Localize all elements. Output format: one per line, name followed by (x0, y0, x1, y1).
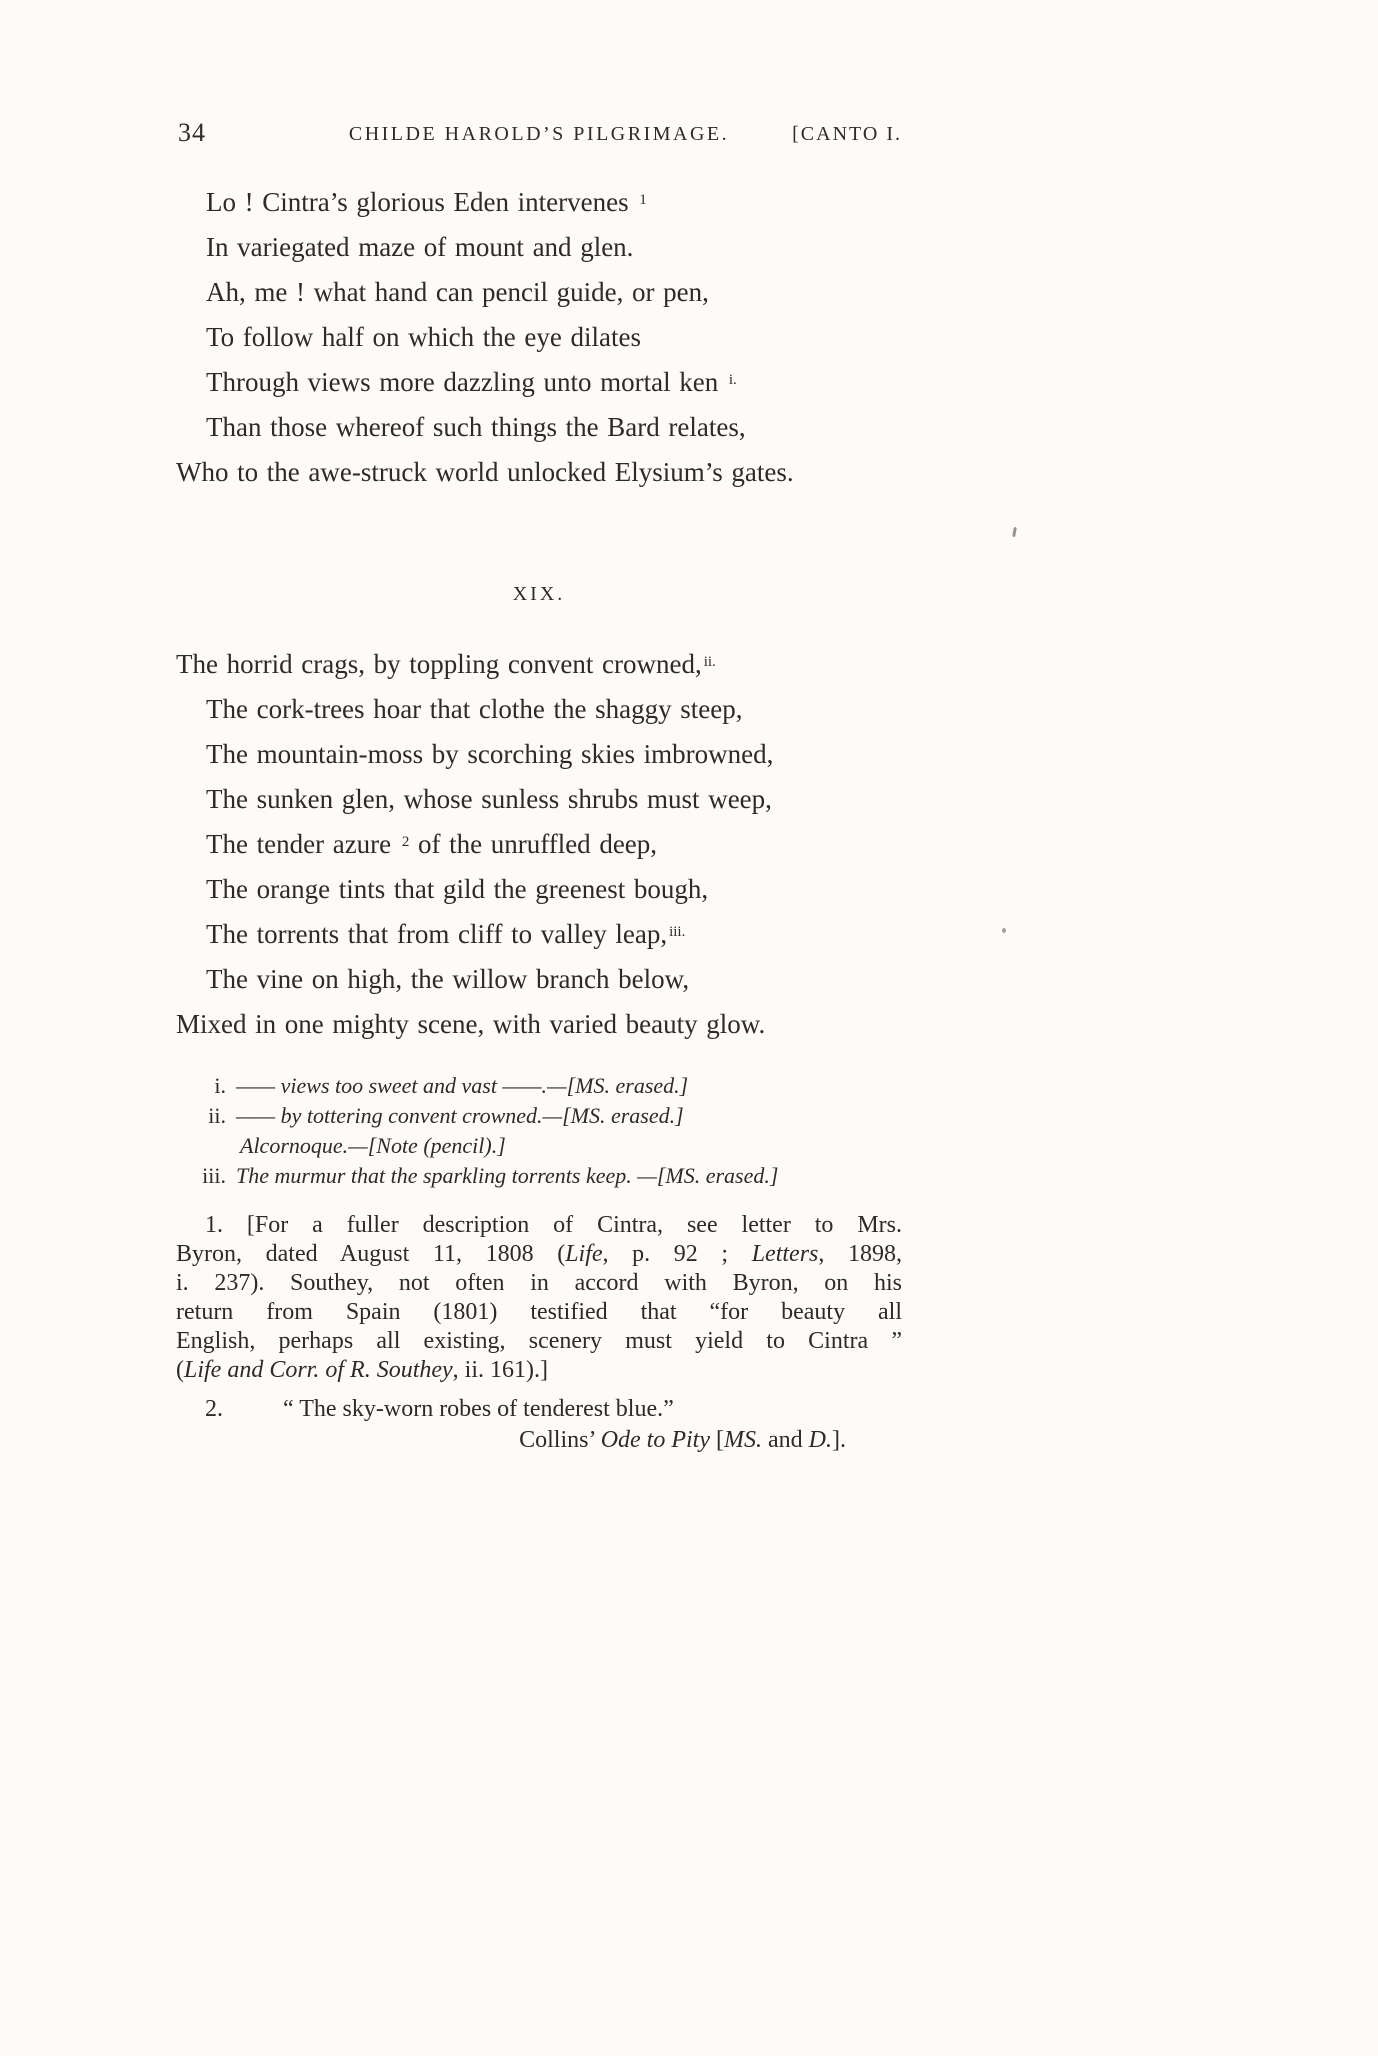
line-text: The horrid crags, by toppling convent crowned, (176, 649, 702, 679)
variant-note (176, 1101, 902, 1131)
poem-line: The orange tints that gild the greenest bough, (206, 874, 709, 904)
poem-stanza-xix (176, 642, 902, 1047)
variant-notes (176, 1071, 902, 1191)
footnote-line (176, 1269, 902, 1298)
poem-line: The mountain-moss by scorching skies imbrowned, (206, 739, 774, 769)
line-text: Through views more dazzling unto mortal ken (206, 367, 727, 397)
italic-title: Life (565, 1241, 603, 1267)
footnote-line (176, 1327, 902, 1356)
text-segment: [ (710, 1427, 724, 1453)
quote-text: “ The sky-worn robes of tenderest blue.” (283, 1396, 674, 1422)
poem-line: Mixed in one mighty scene, with varied beauty glow. (176, 1009, 766, 1039)
poem-line: Ah, me ! what hand can pencil guide, or pen, (206, 277, 709, 307)
text-segment: Byron, dated August 11, 1808 ( (176, 1241, 566, 1267)
variant-note (176, 1161, 902, 1191)
variant-ref: i. (728, 372, 737, 388)
stanza-heading-xix: XIX. (512, 583, 566, 605)
line-text: The torrents that from cliff to valley leap, (206, 919, 668, 949)
variant-text: —— by tottering convent crowned.—[MS. erased.] (236, 1103, 684, 1128)
text-segment: English, perhaps all existing, scenery must yield to Cintra ” (176, 1328, 902, 1354)
poem-line (176, 360, 902, 405)
footnote-number: 2. (205, 1396, 223, 1422)
text-segment: ( (176, 1357, 184, 1383)
running-title: CHILDE HAROLD’S PILGRIMAGE. (348, 123, 730, 145)
page-number: 34 (178, 118, 206, 147)
variant-text: The murmur that the sparkling torrents keep. —[MS. erased.] (236, 1163, 779, 1188)
poem-stanza-xviii (176, 180, 902, 495)
poem-line: To follow half on which the eye dilates (206, 322, 641, 352)
footnote-2 (176, 1394, 902, 1456)
line-text: The tender azure (206, 829, 400, 859)
variant-text: —— views too sweet and vast ——.—[MS. erased.] (236, 1073, 689, 1098)
footnote-line (176, 1240, 902, 1269)
text-segment: 1. [For a fuller description of Cintra, see letter to Mrs. (205, 1212, 902, 1238)
italic-title: D. (808, 1427, 832, 1453)
scan-artifact (1002, 928, 1006, 933)
line-text: Lo ! Cintra’s glorious Eden intervenes (206, 187, 638, 217)
line-text: of the unruffled deep, (409, 829, 658, 859)
italic-title: Letters (751, 1241, 819, 1267)
poem-line: The cork-trees hoar that clothe the shaggy steep, (206, 694, 743, 724)
variant-label: i. (214, 1073, 226, 1098)
poem-line: Who to the awe-struck world unlocked Elysium’s gates. (176, 457, 794, 487)
text-segment: , p. 92 ; (602, 1241, 752, 1267)
text-segment: i. 237). Southey, not often in accord with Byron, on his (176, 1270, 902, 1296)
variant-ref: ii. (703, 654, 716, 670)
poem-line: The sunken glen, whose sunless shrubs must weep, (206, 784, 772, 814)
variant-ref: iii. (669, 924, 686, 940)
italic-title: MS. (724, 1427, 762, 1453)
footnote-ref: 1 (639, 192, 647, 208)
text-segment: ]. (832, 1427, 846, 1453)
variant-text: Alcornoque.—[Note (pencil).] (240, 1133, 506, 1158)
variant-label: ii. (208, 1103, 226, 1128)
footnote-line (176, 1298, 902, 1327)
text-segment: , 1898, (818, 1241, 902, 1267)
footnote-attribution-line (176, 1425, 902, 1456)
variant-label: iii. (202, 1163, 226, 1188)
poem-line (176, 822, 902, 867)
text-segment: and (762, 1427, 809, 1453)
variant-note (176, 1071, 902, 1101)
page-header (176, 118, 902, 154)
text-block (176, 118, 902, 1456)
scan-artifact (1012, 527, 1017, 537)
poem-line (176, 642, 902, 687)
italic-title: Ode to Pity (600, 1427, 710, 1453)
footnote-line (176, 1211, 902, 1240)
footnote-quote-line (176, 1394, 902, 1425)
variant-note-continuation (176, 1131, 902, 1161)
footnote-1 (176, 1211, 902, 1385)
footnote-ref: 2 (401, 834, 410, 850)
text-segment: , ii. 161).] (452, 1357, 548, 1383)
canto-label: [CANTO I. (792, 123, 902, 145)
footnote-line (176, 1356, 902, 1385)
poem-line (176, 180, 902, 225)
poem-line: The vine on high, the willow branch below, (206, 964, 690, 994)
poem-line (176, 912, 902, 957)
poem-line: In variegated maze of mount and glen. (206, 232, 634, 262)
text-segment: return from Spain (1801) testified that “for beauty all (176, 1299, 902, 1325)
poem-line: Than those whereof such things the Bard relates, (206, 412, 746, 442)
text-segment: Collins’ (519, 1427, 601, 1453)
italic-title: Life and Corr. of R. Southey (184, 1357, 453, 1383)
